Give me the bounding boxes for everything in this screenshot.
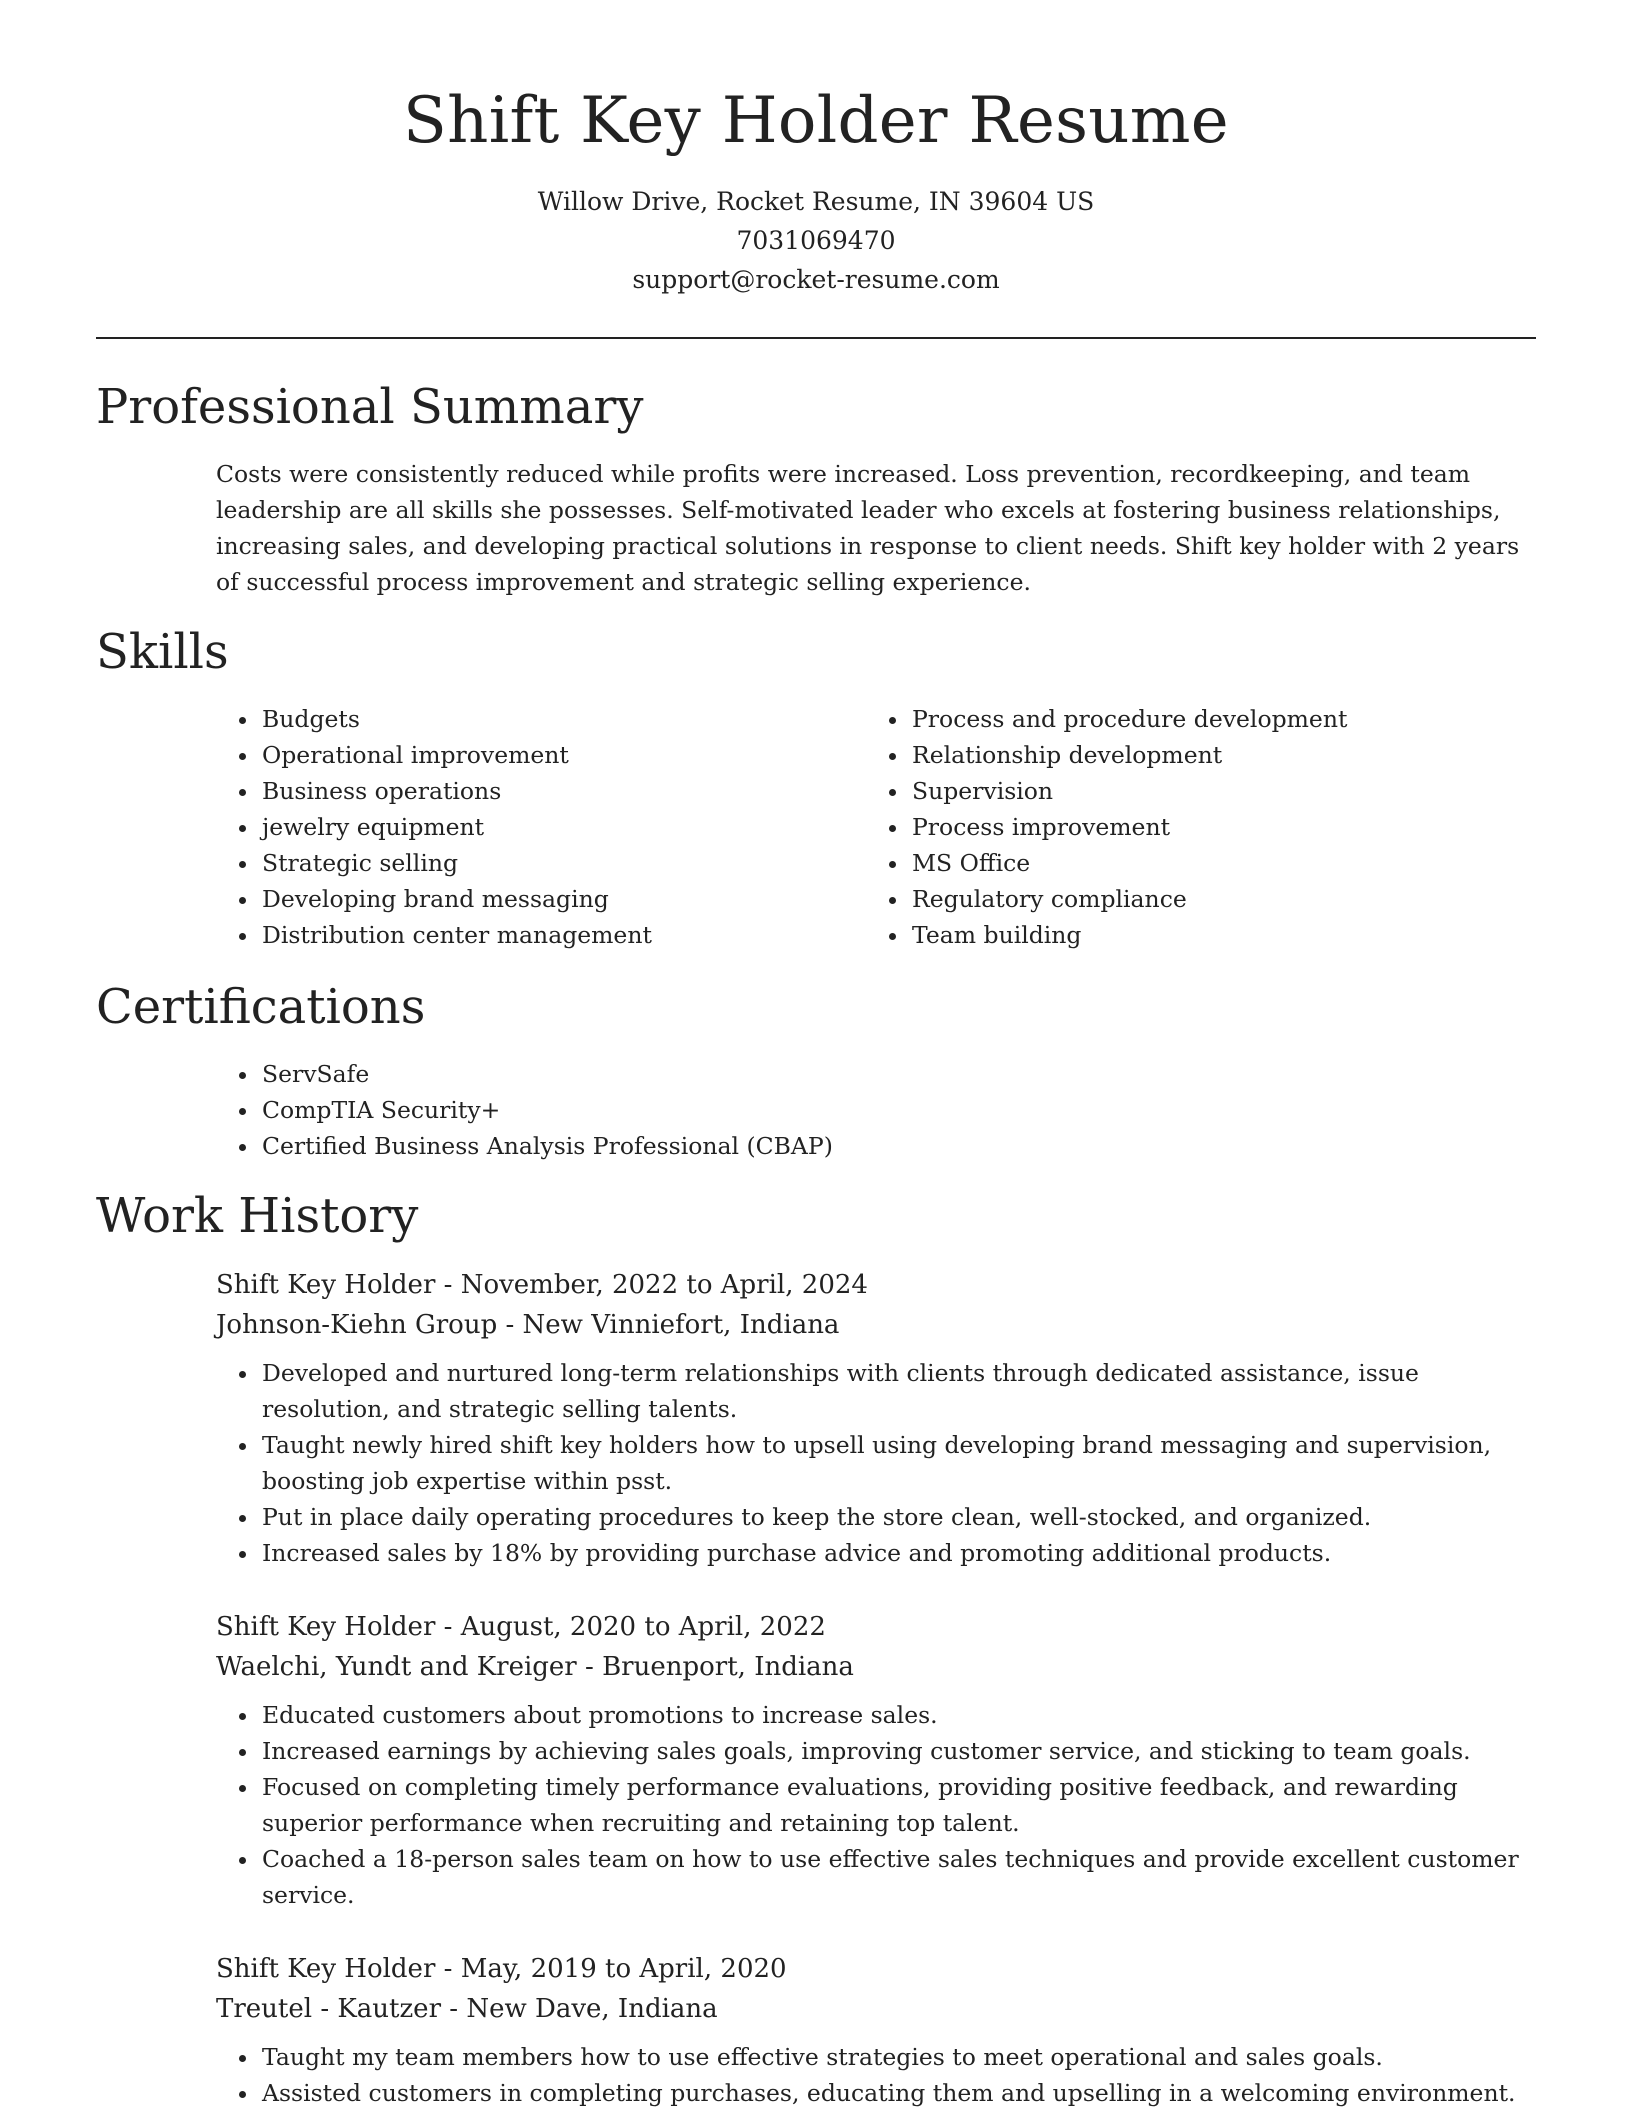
skill-item: • Regulatory compliance [910,881,1516,917]
job-bullet: • Increased earnings by achieving sales goals, improving customer service, and sticking to team goals. [260,1733,1536,1769]
skills-heading: Skills [96,624,229,681]
job-location: New Dave, Indiana [466,1993,718,2024]
certification-item: • ServSafe [260,1056,1536,1092]
job-company-line: Waelchi, Yundt and Kreiger - Bruenport, Indiana [216,1651,854,1682]
job-bullet: • Focused on completing timely performance evaluations, providing positive feedback, and rewarding superior performance when recruiting and retaining top talent. [260,1769,1536,1841]
job-location: New Vinniefort, Indiana [522,1309,840,1340]
job-bullet: • Put in place daily operating procedures to keep the store clean, well-stocked, and organized. [260,1499,1536,1535]
resume-header [96,0,1536,299]
address: Willow Drive, Rocket Resume, IN 39604 US [537,187,1095,217]
job-bullets [216,1697,1536,1913]
skill-item: • Developing brand messaging [260,881,866,917]
job-company: Johnson-Kiehn Group [216,1309,498,1340]
job-title-line: Shift Key Holder - May, 2019 to April, 2020 [216,1953,787,1984]
skill-item: • Relationship development [910,737,1516,773]
skill-item: • Process improvement [910,809,1516,845]
job-location: Bruenport, Indiana [602,1651,854,1682]
job-company-line: Johnson-Kiehn Group - New Vinniefort, Indiana [216,1309,840,1340]
skill-item: • Supervision [910,773,1516,809]
skill-item: • Strategic selling [260,845,866,881]
skill-item: • Process and procedure development [910,701,1516,737]
phone: 7031069470 [736,226,896,256]
summary-section [96,381,1536,600]
job-title: Shift Key Holder [216,1611,436,1642]
job-title: Shift Key Holder [216,1269,436,1300]
job-company-line: Treutel - Kautzer - New Dave, Indiana [216,1993,718,2024]
job-dates: November, 2022 to April, 2024 [460,1269,868,1300]
skills-list-right [866,701,1516,953]
skills-columns [216,701,1536,953]
job-title-line: Shift Key Holder - November, 2022 to April, 2024 [216,1269,868,1300]
resume-title: Shift Key Holder Resume [403,84,1229,158]
skill-item: • Business operations [260,773,866,809]
job-bullets [216,1355,1536,1571]
work-history-section [96,1187,1536,2111]
job-company: Treutel - Kautzer [216,1993,441,2024]
job-bullet: • Educated customers about promotions to increase sales. [260,1697,1536,1733]
summary-heading: Professional Summary [96,379,644,436]
job-bullet: • Coached a 18-person sales team on how to use effective sales techniques and provide excellent customer service. [260,1841,1536,1913]
job-bullet: • Taught newly hired shift key holders how to upsell using developing brand messaging and supervision, boosting job expertise within psst. [260,1427,1536,1499]
email: support@rocket-resume.com [632,265,1000,295]
skill-item: • jewelry equipment [260,809,866,845]
work-history-heading: Work History [96,1187,419,1244]
skills-list-left [216,701,866,953]
job-entry [216,1265,1536,1571]
skill-item: • Operational improvement [260,737,866,773]
certification-item: • Certified Business Analysis Professional (CBAP) [260,1128,1536,1164]
job-dates: August, 2020 to April, 2022 [460,1611,826,1642]
job-bullet: • Developed and nurtured long-term relationships with clients through dedicated assistance, issue resolution, and strategic selling talents. [260,1355,1536,1427]
skills-section [96,626,1536,953]
job-dates: May, 2019 to April, 2020 [460,1953,787,1984]
certifications-heading: Certifications [96,978,426,1035]
skill-item: • MS Office [910,845,1516,881]
summary-text: Costs were consistently reduced while profits were increased. Loss prevention, recordkeeping, and team leadership are all skills she possesses. Self-motivated leader who excels at fostering business relationships, increasing sales, and developing practical solutions in response to client needs. Shift key holder with 2 years of successful process improvement and strategic selling experience. [216,460,1520,597]
skill-item: • Team building [910,917,1516,953]
job-entry [216,1949,1536,2111]
skills-column-left [216,701,866,953]
certifications-section [96,978,1536,1164]
job-title-line: Shift Key Holder - August, 2020 to April, 2022 [216,1611,826,1642]
skill-item: • Budgets [260,701,866,737]
certification-item: • CompTIA Security+ [260,1092,1536,1128]
job-bullet: • Increased sales by 18% by providing purchase advice and promoting additional products. [260,1535,1536,1571]
job-entry [216,1607,1536,1913]
job-bullet: • Assisted customers in completing purchases, educating them and upselling in a welcoming environment. [260,2075,1536,2111]
job-bullet: • Taught my team members how to use effective strategies to meet operational and sales goals. [260,2039,1536,2075]
certifications-wrap [216,1056,1536,1164]
certifications-list [216,1056,1536,1164]
job-bullets [216,2039,1536,2111]
skill-item: • Distribution center management [260,917,866,953]
job-title: Shift Key Holder [216,1953,436,1984]
job-company: Waelchi, Yundt and Kreiger [216,1651,577,1682]
header-divider [96,337,1536,339]
skills-column-right [866,701,1516,953]
